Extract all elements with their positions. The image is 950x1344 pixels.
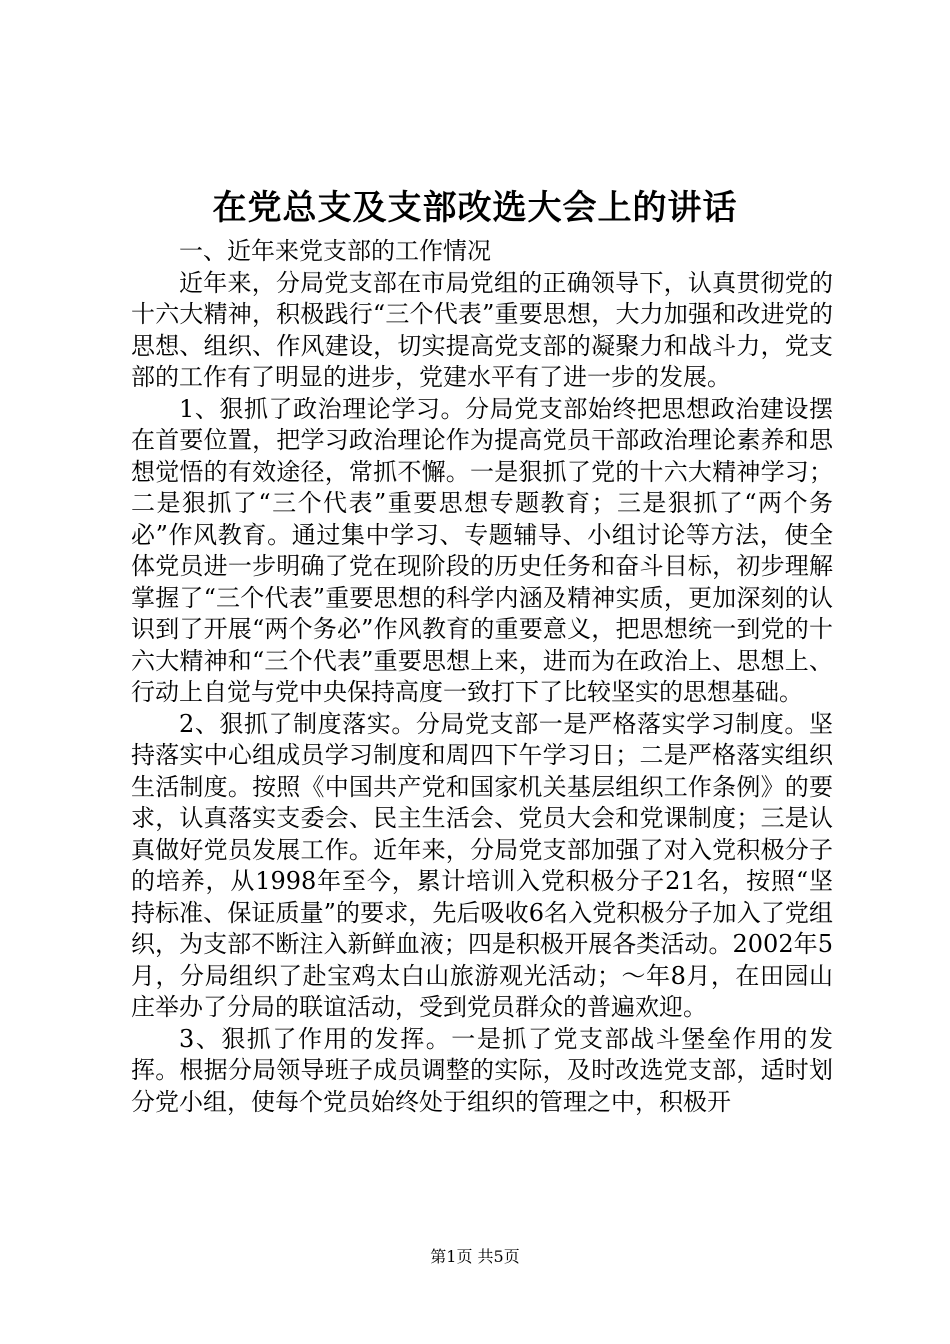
paragraph-theory-study: 1、狠抓了政治理论学习。分局党支部始终把思想政治建设摆在首要位置，把学习政治理论作为提高党员干部政治理论素养和思想觉悟的有效途径，常抓不懈。一是狠抓了党的十六大精神学习；二是狠抓了“三个代表”重要思想专题教育；三是狠抓了“两个务必”作风教育。通过集中学习、专题辅导、小组讨论等方法，使全体党员进一步明确了党在现阶段的历史任务和奋斗目标，初步理解掌握了“三个代表”重要思想的科学内涵及精神实质，更加深刻的认识到了开展“两个务必”作风教育的重要意义，把思想统一到党的十六大精神和“三个代表”重要思想上来，进而为在政治上、思想上、行动上自觉与党中央保持高度一致打下了比较坚实的思想基础。 — [131, 394, 833, 706]
paragraph-intro: 近年来，分局党支部在市局党组的正确领导下，认真贯彻党的十六大精神，积极践行“三个代表”重要思想，大力加强和改进党的思想、组织、作风建设，切实提高党支部的凝聚力和战斗力，党支部的工作有了明显的进步，党建水平有了进一步的发展。 — [131, 268, 833, 391]
page-title: 在党总支及支部改选大会上的讲话 — [212, 188, 738, 228]
document-body — [131, 236, 833, 1118]
section-heading: 一、近年来党支部的工作情况 — [179, 237, 491, 265]
paragraph-system-implementation: 2、狠抓了制度落实。分局党支部一是严格落实学习制度。坚持落实中心组成员学习制度和周四下午学习日；二是严格落实组织生活制度。按照《中国共产党和国家机关基层组织工作条例》的要求，认真落实支委会、民主生活会、党员大会和党课制度；三是认真做好党员发展工作。近年来，分局党支部加强了对入党积极分子的培养，从1998年至今，累计培训入党积极分子21名，按照“坚持标准、保证质量”的要求，先后吸收6名入党积极分子加入了党组织，为支部不断注入新鲜血液；四是积极开展各类活动。2002年5月，分局组织了赴宝鸡太白山旅游观光活动；～年8月，在田园山庄举办了分局的联谊活动，受到党员群众的普遍欢迎。 — [131, 709, 833, 1021]
paragraph-role-play: 3、狠抓了作用的发挥。一是抓了党支部战斗堡垒作用的发挥。根据分局领导班子成员调整的实际，及时改选党支部，适时划分党小组，使每个党员始终处于组织的管理之中，积极开 — [131, 1024, 833, 1116]
page-indicator: 第1页 共5页 — [430, 1247, 520, 1266]
